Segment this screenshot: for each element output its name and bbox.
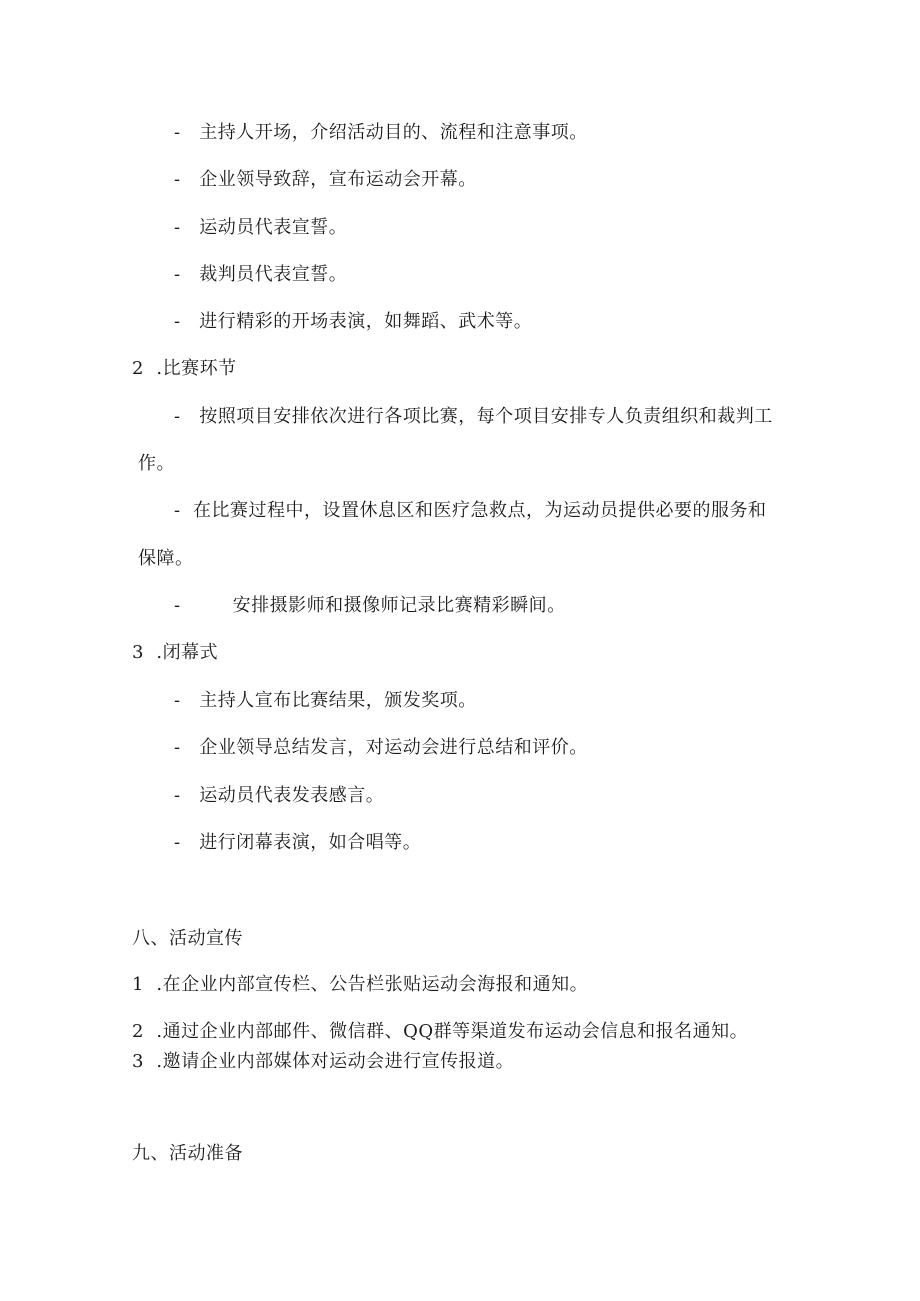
item-text: .邀请企业内部媒体对运动会进行宣传报道。 [156, 1051, 515, 1072]
bullet-item [174, 310, 532, 334]
item-number: 3 [132, 642, 144, 663]
dash-mark: - [174, 500, 181, 521]
section-heading: 九、活动准备 [132, 1143, 243, 1164]
dash-mark: - [174, 406, 181, 427]
dash-mark: - [174, 595, 181, 616]
item-number: 2 [132, 1021, 144, 1042]
bullet-item [174, 594, 566, 618]
bullet-item [174, 784, 384, 808]
bullet-item [174, 121, 588, 145]
item-title: .闭幕式 [156, 642, 219, 663]
bullet-text: 企业领导致辞，宣布运动会开幕。 [199, 169, 477, 190]
bullet-text: 在比赛过程中，设置休息区和医疗急救点，为运动员提供必要的服务和 [193, 500, 767, 521]
bullet-text: 运动员代表发表感言。 [199, 785, 385, 806]
numbered-item [132, 1050, 514, 1074]
bullet-text: 安排摄影师和摄像师记录比赛精彩瞬间。 [232, 595, 566, 616]
bullet-text: 企业领导总结发言，对运动会进行总结和评价。 [199, 737, 588, 758]
bullet-item [174, 168, 477, 192]
bullet-item [174, 689, 477, 713]
bullet-text: 按照项目安排依次进行各项比赛，每个项目安排专人负责组织和裁判工 [199, 406, 773, 427]
bullet-continuation: 保障。 [138, 548, 194, 569]
bullet-text: 裁判员代表宣誓。 [199, 264, 348, 285]
item-text: .在企业内部宣传栏、公告栏张贴运动会海报和通知。 [156, 974, 589, 995]
item-number: 2 [132, 358, 144, 379]
bullet-item [174, 405, 773, 429]
bullet-text: 主持人宣布比赛结果，颁发奖项。 [199, 690, 477, 711]
numbered-heading [132, 357, 237, 381]
dash-mark: - [174, 737, 181, 758]
numbered-item [132, 1020, 748, 1044]
item-title: .比赛环节 [156, 358, 237, 379]
numbered-item [132, 973, 588, 997]
dash-mark: - [174, 690, 181, 711]
numbered-heading [132, 641, 218, 665]
dash-mark: - [174, 832, 181, 853]
section-heading: 八、活动宣传 [132, 928, 243, 949]
dash-mark: - [174, 169, 181, 190]
item-number: 1 [132, 974, 144, 995]
dash-mark: - [174, 264, 181, 285]
bullet-text: 主持人开场，介绍活动目的、流程和注意事项。 [199, 122, 588, 143]
bullet-continuation: 作。 [138, 453, 175, 474]
item-number: 3 [132, 1051, 144, 1072]
bullet-item [174, 263, 347, 287]
dash-mark: - [174, 122, 181, 143]
dash-mark: - [174, 311, 181, 332]
bullet-item [174, 499, 767, 523]
item-text: .通过企业内部邮件、微信群、QQ群等渠道发布运动会信息和报名通知。 [156, 1021, 749, 1042]
bullet-text: 运动员代表宣誓。 [199, 217, 348, 238]
bullet-item [174, 216, 347, 240]
bullet-item [174, 831, 421, 855]
dash-mark: - [174, 217, 181, 238]
bullet-text: 进行精彩的开场表演，如舞蹈、武术等。 [199, 311, 533, 332]
dash-mark: - [174, 785, 181, 806]
bullet-text: 进行闭幕表演，如合唱等。 [199, 832, 422, 853]
bullet-item [174, 736, 588, 760]
